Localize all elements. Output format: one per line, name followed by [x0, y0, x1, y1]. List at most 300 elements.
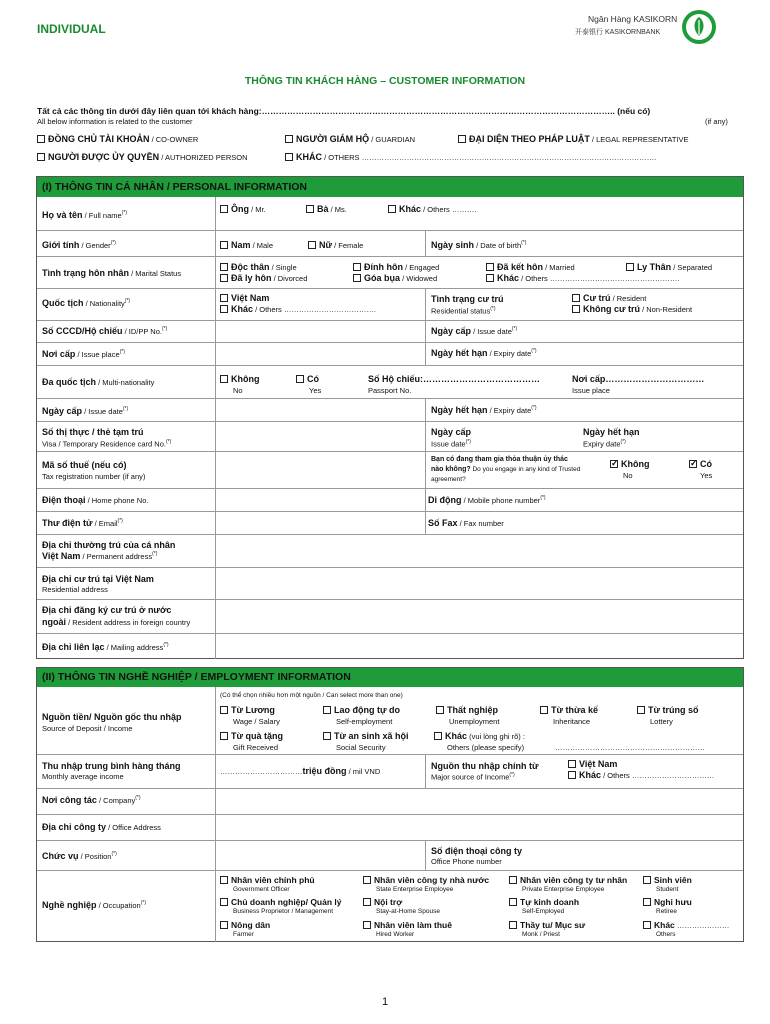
residency-label-vi: Tình trạng cư trú [431, 294, 504, 304]
row-divider [37, 230, 743, 231]
row-divider [37, 288, 743, 289]
option-vi: Việt Nam [231, 293, 270, 303]
row-divider [37, 421, 743, 422]
passport-place-label: Nơi cấp…………………………… [572, 374, 705, 384]
role-authorized[interactable] [37, 152, 248, 162]
checkbox-icon[interactable] [37, 153, 45, 161]
source-lottery[interactable] [637, 705, 699, 715]
option-vi: Có [307, 374, 319, 384]
row-divider [37, 320, 743, 321]
checkbox-icon[interactable] [643, 898, 651, 906]
label-en: Residential status [431, 306, 491, 316]
checkbox-checked-icon[interactable] [610, 460, 618, 468]
trust-no[interactable] [610, 459, 650, 469]
marital-engaged[interactable] [353, 262, 439, 272]
multi-nat-yes-en: Yes [309, 386, 322, 395]
option-en: / Others ……………………………………………. [519, 274, 680, 283]
major-source-label-en [431, 772, 515, 782]
label-vi: Địa chỉ công ty [42, 822, 107, 832]
required-mark: (*) [119, 349, 125, 355]
question-en: Do you engage [470, 466, 517, 473]
occ-state-enterprise[interactable] [363, 875, 489, 885]
role-label-en: / AUTHORIZED PERSON [159, 153, 248, 162]
checkbox-icon[interactable] [486, 263, 494, 271]
label-vi: Đa quốc tịch [42, 377, 97, 387]
source-salary-en: Wage / Salary [233, 717, 280, 726]
label-vi: Chức vụ [42, 851, 79, 861]
passport-no-label: Số Hộ chiếu:………………………………… [368, 374, 541, 384]
source-inheritance[interactable] [540, 705, 598, 715]
checkbox-icon[interactable] [363, 921, 371, 929]
option-vi: Nhân viên chính phủ [231, 875, 315, 885]
row-divider [37, 256, 743, 257]
occ-business-owner[interactable] [220, 897, 342, 907]
occ-farmer-en: Farmer [233, 931, 254, 938]
occ-hired-worker[interactable] [363, 920, 452, 930]
row-divider [37, 365, 743, 366]
required-mark: (*) [540, 495, 546, 501]
occ-retiree[interactable] [643, 897, 692, 907]
required-mark: (*) [531, 405, 537, 411]
occ-self-employed-en: Self-Employed [522, 908, 565, 915]
checkbox-icon[interactable] [458, 135, 466, 143]
option-vi: Thầy tu/ Mục sư [520, 920, 586, 930]
required-mark: (*) [531, 348, 537, 354]
required-mark: (*) [465, 439, 471, 445]
role-label-vi: KHÁC [296, 152, 322, 162]
checkbox-icon[interactable] [220, 274, 228, 282]
checkbox-icon[interactable] [285, 135, 293, 143]
section-1-frame [36, 176, 744, 659]
required-mark: (*) [124, 298, 131, 304]
marital-divorced[interactable] [220, 273, 307, 283]
required-mark: (*) [521, 240, 527, 246]
marital-single[interactable] [220, 262, 297, 272]
checkbox-icon[interactable] [220, 898, 228, 906]
option-en: / Male [250, 241, 274, 250]
office-phone-label-en: Office Phone number [431, 857, 502, 866]
checkbox-icon[interactable] [363, 876, 371, 884]
checkbox-icon[interactable] [637, 706, 645, 714]
option-vi: Lao động tự do [334, 705, 401, 715]
required-mark: (*) [163, 642, 169, 648]
label-vi: Ngày cấp [42, 406, 83, 416]
office-phone-label-vi: Số điện thoại công ty [431, 846, 523, 856]
source-salary[interactable] [220, 705, 275, 715]
checkbox-checked-icon[interactable] [689, 460, 697, 468]
option-vi: Khác [445, 731, 468, 741]
issue-place-label [42, 349, 125, 359]
label-en: / Company [96, 796, 136, 805]
label-en: / Issue date [471, 327, 512, 336]
checkbox-icon[interactable] [436, 706, 444, 714]
checkbox-icon[interactable] [540, 706, 548, 714]
occ-others-en: Others [656, 931, 676, 938]
checkbox-icon[interactable] [363, 898, 371, 906]
column-divider [425, 230, 426, 256]
option-vi: Nhân viên làm thuê [374, 920, 452, 930]
label-en: / Fax number [457, 519, 504, 528]
occ-hired-worker-en: Hired Worker [376, 931, 415, 938]
residency-label-en [431, 306, 495, 316]
label-vi: Địa chỉ liên lạc [42, 642, 105, 652]
title-mr[interactable] [220, 204, 266, 214]
marital-separated[interactable] [626, 262, 712, 272]
required-mark: (*) [509, 772, 515, 778]
required-mark: (*) [152, 551, 158, 557]
issue-date-label [431, 326, 517, 336]
occ-homemaker[interactable] [363, 897, 402, 907]
label-en: / ID/PP No. [122, 327, 162, 336]
row-divider [37, 567, 743, 568]
checkbox-icon[interactable] [568, 760, 576, 768]
label-en: / Marital Status [129, 269, 182, 278]
checkbox-icon[interactable] [220, 205, 228, 213]
expiry-date-label [431, 348, 537, 358]
option-vi: Ông [231, 204, 249, 214]
label-vi: Ngày cấp [431, 326, 472, 336]
checkbox-icon[interactable] [353, 274, 361, 282]
email-label [42, 518, 123, 528]
section-1-title: (I) THÔNG TIN CÁ NHÂN / PERSONAL INFORMATION [37, 177, 743, 197]
checkbox-icon[interactable] [643, 921, 651, 929]
source-label-en: Source of Deposit / Income [42, 724, 133, 733]
checkbox-icon[interactable] [220, 294, 228, 302]
row-divider [37, 633, 743, 634]
source-unemployment-en: Unemployment [449, 717, 500, 726]
option-vi: Có [700, 459, 712, 469]
label-en: / Nationality [83, 299, 125, 308]
checkbox-icon[interactable] [220, 305, 228, 313]
option-vi: Nội trợ [374, 897, 403, 907]
occ-private-enterprise-en: Private Enterprise Employee [522, 886, 605, 893]
checkbox-icon[interactable] [353, 263, 361, 271]
checkbox-icon[interactable] [220, 706, 228, 714]
income-amount-field[interactable] [220, 766, 380, 776]
option-en: / Single [269, 263, 297, 272]
occ-state-enterprise-en: State Enterprise Employee [376, 886, 454, 893]
required-mark: (*) [110, 240, 116, 246]
occ-farmer[interactable] [220, 920, 270, 930]
bank-name-vi: Ngân Hàng KASIKORN [588, 14, 678, 24]
home-phone-label [42, 495, 148, 505]
option-vi: Sinh viên [654, 875, 692, 885]
title-ms[interactable] [306, 204, 347, 214]
major-vietnam[interactable] [568, 759, 617, 769]
option-vi: Từ quà tặng [231, 731, 284, 741]
option-vi: Không [621, 459, 650, 469]
visa-issue-label-en [431, 439, 471, 449]
checkbox-icon[interactable] [643, 876, 651, 884]
required-mark: (*) [620, 439, 626, 445]
label-vi: Ngày sinh [431, 240, 475, 250]
option-vi: Cư trú [583, 293, 611, 303]
title-others[interactable] [388, 204, 476, 214]
kasikorn-logo-icon [680, 8, 718, 48]
row-divider [37, 599, 743, 600]
multi-nat-no[interactable] [220, 374, 260, 384]
checkbox-icon[interactable] [308, 241, 316, 249]
option-vi: Tự kinh doanh [520, 897, 580, 907]
id-no-label [42, 326, 167, 336]
gender-male[interactable] [220, 240, 273, 250]
option-vi: Không cư trú [583, 304, 641, 314]
marital-married[interactable] [486, 262, 575, 272]
source-gift-en: Gift Received [233, 743, 279, 752]
row-divider [37, 870, 743, 871]
checkbox-icon[interactable] [285, 153, 293, 161]
label-vi: ngoài [42, 617, 66, 627]
option-en: / Non-Resident [640, 305, 693, 314]
tax-label-en: Tax registration number (if any) [42, 472, 146, 481]
major-others[interactable] [568, 770, 714, 780]
label-vi: Nơi công tác [42, 795, 97, 805]
source-inheritance-en: Inheritance [553, 717, 591, 726]
source-self-employment-en: Self-employment [336, 717, 393, 726]
section-2-title: (II) THÔNG TIN NGHỀ NGHIỆP / EMPLOYMENT INFORMATION [37, 668, 743, 687]
residency-non-resident[interactable] [572, 304, 692, 314]
column-divider [425, 754, 426, 788]
label-vi: Tình trạng hôn nhân [42, 268, 129, 278]
dob-label [431, 240, 526, 250]
checkbox-icon[interactable] [486, 274, 494, 282]
checkbox-icon[interactable] [568, 771, 576, 779]
option-vi: Nhân viên công ty nhà nước [374, 875, 490, 885]
option-vi: Thất nghiệp [447, 705, 498, 715]
label-en: / Occupation [96, 901, 141, 910]
occ-monk-priest-en: Monk / Priest [522, 931, 560, 938]
role-guardian[interactable] [285, 134, 415, 144]
checkbox-icon[interactable] [323, 706, 331, 714]
label-en: / Expiry date [487, 406, 532, 415]
gender-female[interactable] [308, 240, 363, 250]
role-label-en: / GUARDIAN [369, 135, 415, 144]
label-en: / Resident address in foreign country [66, 618, 191, 627]
label-en: Major source of Income [431, 772, 510, 782]
visa-label-en [42, 439, 171, 449]
income-label-en: Monthly average income [42, 772, 124, 781]
multi-nat-yes[interactable] [296, 374, 319, 384]
label-vi: Điện thoại [42, 495, 86, 505]
role-others[interactable] [285, 152, 656, 162]
label-vi: Giới tính [42, 240, 80, 250]
nationality-vietnam[interactable] [220, 293, 269, 303]
checkbox-icon[interactable] [572, 294, 580, 302]
checkbox-icon[interactable] [220, 876, 228, 884]
tax-label-vi: Mã số thuế (nếu có) [42, 460, 127, 470]
option-dots: ………………… [674, 921, 730, 930]
occ-self-employed[interactable] [509, 897, 579, 907]
occ-student-en: Student [656, 886, 679, 893]
required-mark: (*) [140, 900, 146, 906]
label-en: Issue date [431, 439, 466, 449]
column-divider [425, 840, 426, 870]
company-address-label [42, 822, 161, 832]
option-vi: Độc thân [231, 262, 270, 272]
unit-vi: triệu đồng [302, 766, 347, 776]
label-en: / Date of birth [474, 241, 522, 250]
full-name-label [42, 210, 127, 220]
required-mark: (*) [111, 851, 117, 857]
fax-label [428, 518, 504, 528]
checkbox-icon[interactable] [220, 732, 228, 740]
label-vi: Việt Nam [42, 551, 81, 561]
required-mark: (*) [165, 439, 172, 445]
row-divider [37, 398, 743, 399]
checkbox-icon[interactable] [306, 205, 314, 213]
role-co-owner[interactable] [37, 134, 198, 144]
row-divider [37, 788, 743, 789]
page-number: 1 [381, 996, 389, 1008]
perm-addr-label-2 [42, 551, 157, 561]
checkbox-icon[interactable] [220, 375, 228, 383]
option-vi: Khác [399, 204, 422, 214]
label-en: / Mobile phone number [461, 496, 541, 505]
marital-widowed[interactable] [353, 273, 437, 283]
multi-nat-no-en: No [233, 386, 243, 395]
occ-retiree-en: Retiree [656, 908, 677, 915]
option-en: / Others ………………………………. [253, 305, 376, 314]
checkbox-icon[interactable] [323, 732, 331, 740]
mobile-label [428, 495, 546, 505]
option-vi: Từ an sinh xã hội [334, 731, 409, 741]
option-vi: Chủ doanh nghiệp/ Quản lý [231, 897, 342, 907]
label-vi: Số Fax [428, 518, 458, 528]
row-divider [37, 488, 743, 489]
option-vi: Nghỉ hưu [654, 897, 692, 907]
checkbox-icon[interactable] [37, 135, 45, 143]
source-label-vi: Nguồn tiền/ Nguồn gốc thu nhập [42, 712, 182, 722]
mail-addr-label [42, 642, 169, 652]
source-self-employment[interactable] [323, 705, 400, 715]
label-en: / Office Address [106, 823, 161, 832]
role-label-vi: NGƯỜI ĐƯỢC ỦY QUYỀN [48, 152, 160, 162]
option-vi: Không [231, 374, 260, 384]
label-vi: Số CCCD/Hộ chiếu [42, 326, 123, 336]
occupation-label [42, 900, 146, 910]
source-social-security[interactable] [323, 731, 409, 741]
label-vi: Quốc tịch [42, 298, 84, 308]
checkbox-icon[interactable] [220, 241, 228, 249]
option-vi: Bà [317, 204, 329, 214]
trust-question [431, 455, 581, 485]
amount-dots: …………………………… [220, 767, 303, 776]
checkbox-icon[interactable] [509, 898, 517, 906]
occ-student[interactable] [643, 875, 692, 885]
source-gift[interactable] [220, 731, 283, 741]
column-divider [425, 398, 426, 534]
row-divider [37, 342, 743, 343]
source-lottery-en: Lottery [650, 717, 673, 726]
option-vi: Khác [579, 770, 602, 780]
label-en: / Position [78, 852, 112, 861]
res-addr-label-en: Residential address [42, 585, 108, 594]
checkbox-icon[interactable] [388, 205, 396, 213]
label-vi: Họ và tên [42, 210, 83, 220]
residency-resident[interactable] [572, 293, 646, 303]
checkbox-icon[interactable] [509, 921, 517, 929]
passport-place-en: Issue place [572, 386, 610, 395]
option-vi: Đính hôn [364, 262, 403, 272]
label-en: / Full name [82, 211, 122, 220]
option-vi: Từ Lương [231, 705, 275, 715]
source-unemployment[interactable] [436, 705, 498, 715]
occ-government[interactable] [220, 875, 315, 885]
role-legal-rep[interactable] [458, 134, 688, 144]
occ-monk-priest[interactable] [509, 920, 585, 930]
option-en: / Mr. [249, 205, 266, 214]
marital-others[interactable] [486, 273, 679, 283]
label-vi: Ngày hết hạn [431, 405, 488, 415]
column-divider [215, 197, 216, 659]
passport-no-en: Passport No. [368, 386, 412, 395]
source-others-dots: …………………………………………………… [555, 743, 705, 752]
required-mark: (*) [511, 326, 518, 332]
page-title: THÔNG TIN KHÁCH HÀNG – CUSTOMER INFORMATION [244, 75, 526, 87]
checkbox-icon[interactable] [296, 375, 304, 383]
trust-yes-en: Yes [700, 471, 713, 480]
label-en: / Expiry date [487, 349, 532, 358]
visa-issue-label-vi: Ngày cấp [431, 427, 472, 437]
visa-label-vi: Số thị thực / thẻ tạm trú [42, 427, 144, 437]
occ-private-enterprise[interactable] [509, 875, 627, 885]
marital-label [42, 268, 181, 278]
occ-others[interactable] [643, 920, 729, 930]
checkbox-icon[interactable] [572, 305, 580, 313]
label-en: Expiry date [583, 439, 621, 449]
required-mark: (*) [161, 326, 168, 332]
bank-name-en: 开泰银行 KASIKORNBANK [575, 29, 661, 36]
checkbox-icon[interactable] [626, 263, 634, 271]
option-vi: Khác [497, 273, 520, 283]
option-en: / Married [543, 263, 575, 272]
intro-line-en: All below information is related to the customer [37, 117, 193, 126]
required-mark: (*) [121, 210, 127, 216]
role-label-en: / LEGAL REPRESENTATIVE [589, 135, 689, 144]
label-vi: Di động [428, 495, 462, 505]
checkbox-icon[interactable] [220, 921, 228, 929]
checkbox-icon[interactable] [509, 876, 517, 884]
required-mark: (*) [490, 306, 496, 312]
gender-label [42, 240, 116, 250]
row-divider [37, 754, 743, 755]
checkbox-icon[interactable] [434, 732, 442, 740]
workplace-label [42, 795, 141, 805]
intro-if-any: (if any) [705, 117, 728, 126]
trust-yes[interactable] [689, 459, 712, 469]
intro-line-vi: Tất cả các thông tin dưới đây liên quan tới khách hàng:…………………………………………………………………………………………………………….. (nếu có) [37, 106, 651, 116]
label-en: / Issue place [75, 350, 120, 359]
visa-expiry-label-en [583, 439, 626, 449]
foreign-addr-label-vi: Địa chỉ đăng ký cư trú ở nước [42, 605, 172, 615]
label-en: / Permanent address [80, 552, 153, 561]
option-vi: Từ trúng số [648, 705, 699, 715]
label-en: / Email [92, 519, 118, 528]
label-vi: Nghề nghiệp [42, 900, 97, 910]
option-vi: Nhân viên công ty tư nhân [520, 875, 628, 885]
option-en: / Female [332, 241, 364, 250]
nationality-others[interactable] [220, 304, 376, 314]
option-vi: Khác [231, 304, 254, 314]
occ-homemaker-en: Stay-at-Home Spouse [376, 908, 440, 915]
source-others-en: Others (please specify) [447, 743, 525, 752]
row-divider [37, 840, 743, 841]
question-vi: Bạn có đang tham gia thỏa thuận ủy thác nào không? [431, 456, 568, 473]
source-others[interactable] [434, 731, 525, 741]
checkbox-icon[interactable] [220, 263, 228, 271]
role-label-en: / OTHERS ………………………………………………………………………………………………………. [322, 153, 657, 162]
role-label-vi: ĐẠI DIỆN THEO PHÁP LUẬT [469, 134, 590, 144]
